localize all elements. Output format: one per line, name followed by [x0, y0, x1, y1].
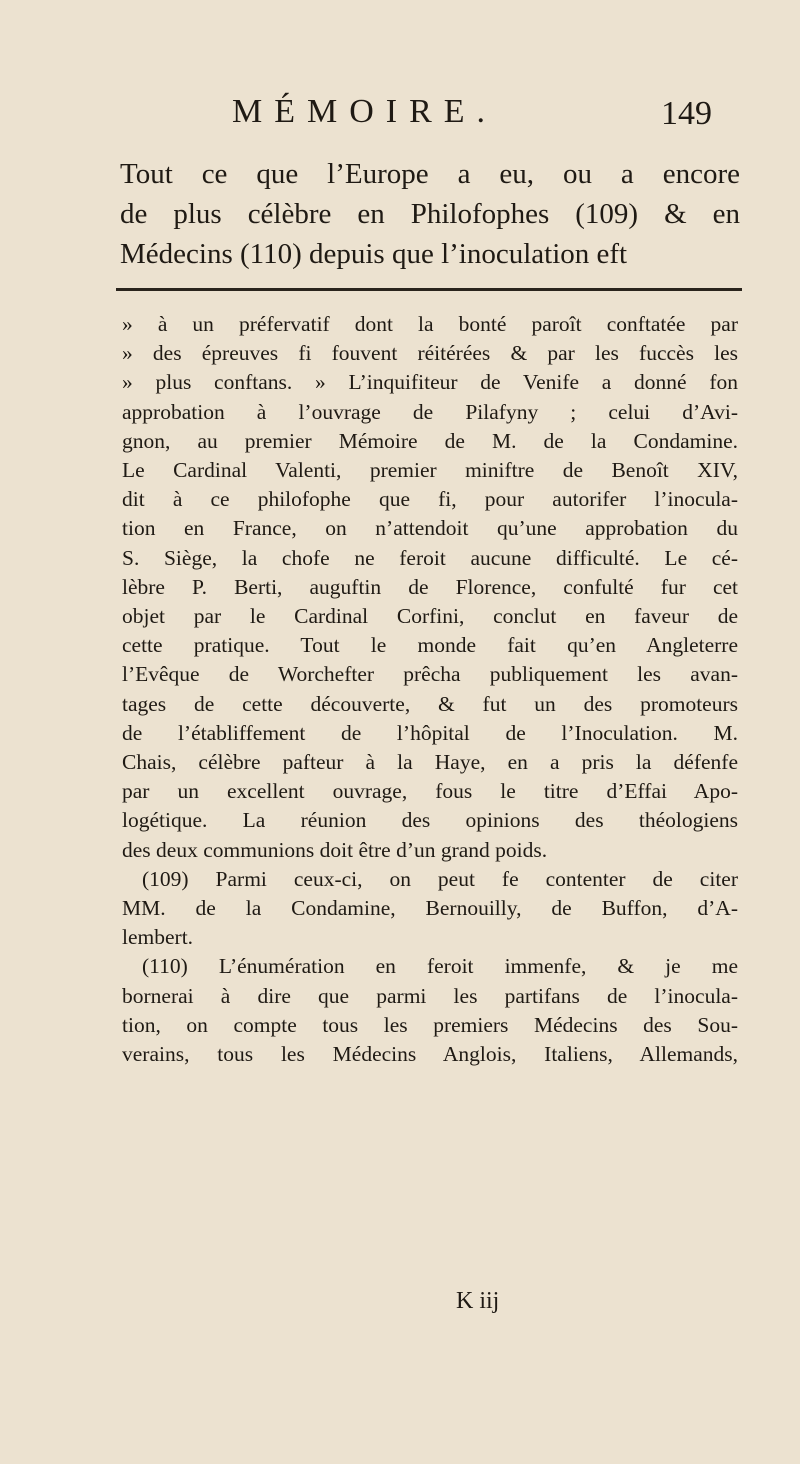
footnote-line: tion, on compte tous les premiers Médecins des Sou-: [122, 1012, 738, 1037]
footnote-line: logétique. La réunion des opinions des théologiens: [122, 808, 738, 833]
footnotes: [122, 310, 738, 1069]
main-text-line: Médecins (110) depuis que l’inoculation eft: [120, 238, 628, 270]
footnote-line: l’Evêque de Worchefter prêcha publiquement les avan-: [122, 662, 738, 687]
footnote-line: Le Cardinal Valenti, premier miniftre de Benoît XIV,: [122, 458, 738, 483]
footnote-line: » des épreuves fi fouvent réitérées & par les fuccès les: [122, 341, 738, 366]
footnote-line: cette pratique. Tout le monde fait qu’en Angleterre: [122, 633, 738, 658]
page-header: [232, 92, 712, 142]
footnote-line: des deux communions doit être d’un grand poids.: [122, 837, 548, 862]
footnote-110-line: (110) L’énumération en feroit immenfe, & je me: [142, 954, 738, 979]
footnote-line: » à un préfervatif dont la bonté paroît conftatée par: [122, 312, 738, 336]
footnote-line: MM. de la Condamine, Bernouilly, de Buffon, d’A-: [122, 896, 738, 921]
footnote-line: de l’établiffement de l’hôpital de l’Inoculation. M.: [122, 720, 738, 745]
footnote-line: S. Siège, la chofe ne feroit aucune difficulté. Le cé-: [122, 545, 738, 570]
footnote-line: Chais, célèbre pafteur à la Haye, en a pris la défenfe: [122, 750, 738, 775]
page-number: 149: [661, 95, 712, 132]
main-text: [120, 154, 740, 274]
footnote-line: tages de cette découverte, & fut un des promoteurs: [122, 691, 738, 716]
footnote-line: gnon, au premier Mémoire de M. de la Condamine.: [122, 428, 738, 453]
footnote-line: bornerai à dire que parmi les partifans de l’inocula-: [122, 983, 738, 1008]
running-title: MÉMOIRE.: [232, 93, 498, 130]
footnote-line: approbation à l’ouvrage de Pilafyny ; celui d’Avi-: [122, 399, 738, 424]
footnote-line: lembert.: [122, 925, 194, 950]
footnote-line: objet par le Cardinal Corfini, conclut en faveur de: [122, 604, 738, 629]
footnote-line: verains, tous les Médecins Anglois, Italiens, Allemands,: [122, 1042, 738, 1067]
signature-mark: K iij: [456, 1288, 500, 1314]
footnote-109-line: (109) Parmi ceux-ci, on peut fe contenter de citer: [142, 866, 738, 891]
footnote-line: tion en France, on n’attendoit qu’une approbation du: [122, 516, 738, 541]
main-text-line: de plus célèbre en Philofophes (109) & en: [120, 198, 740, 230]
footnote-divider: [116, 288, 742, 291]
footnote-line: dit à ce philofophe que fi, pour autorifer l’inocula-: [122, 487, 738, 512]
footnote-line: lèbre P. Berti, auguftin de Florence, confulté fur cet: [122, 574, 738, 599]
footnote-line: par un excellent ouvrage, fous le titre d’Effai Apo-: [122, 779, 738, 804]
main-text-line: Tout ce que l’Europe a eu, ou a encore: [120, 158, 740, 190]
footnote-line: » plus conftans. » L’inquifiteur de Venife a donné fon: [122, 370, 738, 395]
